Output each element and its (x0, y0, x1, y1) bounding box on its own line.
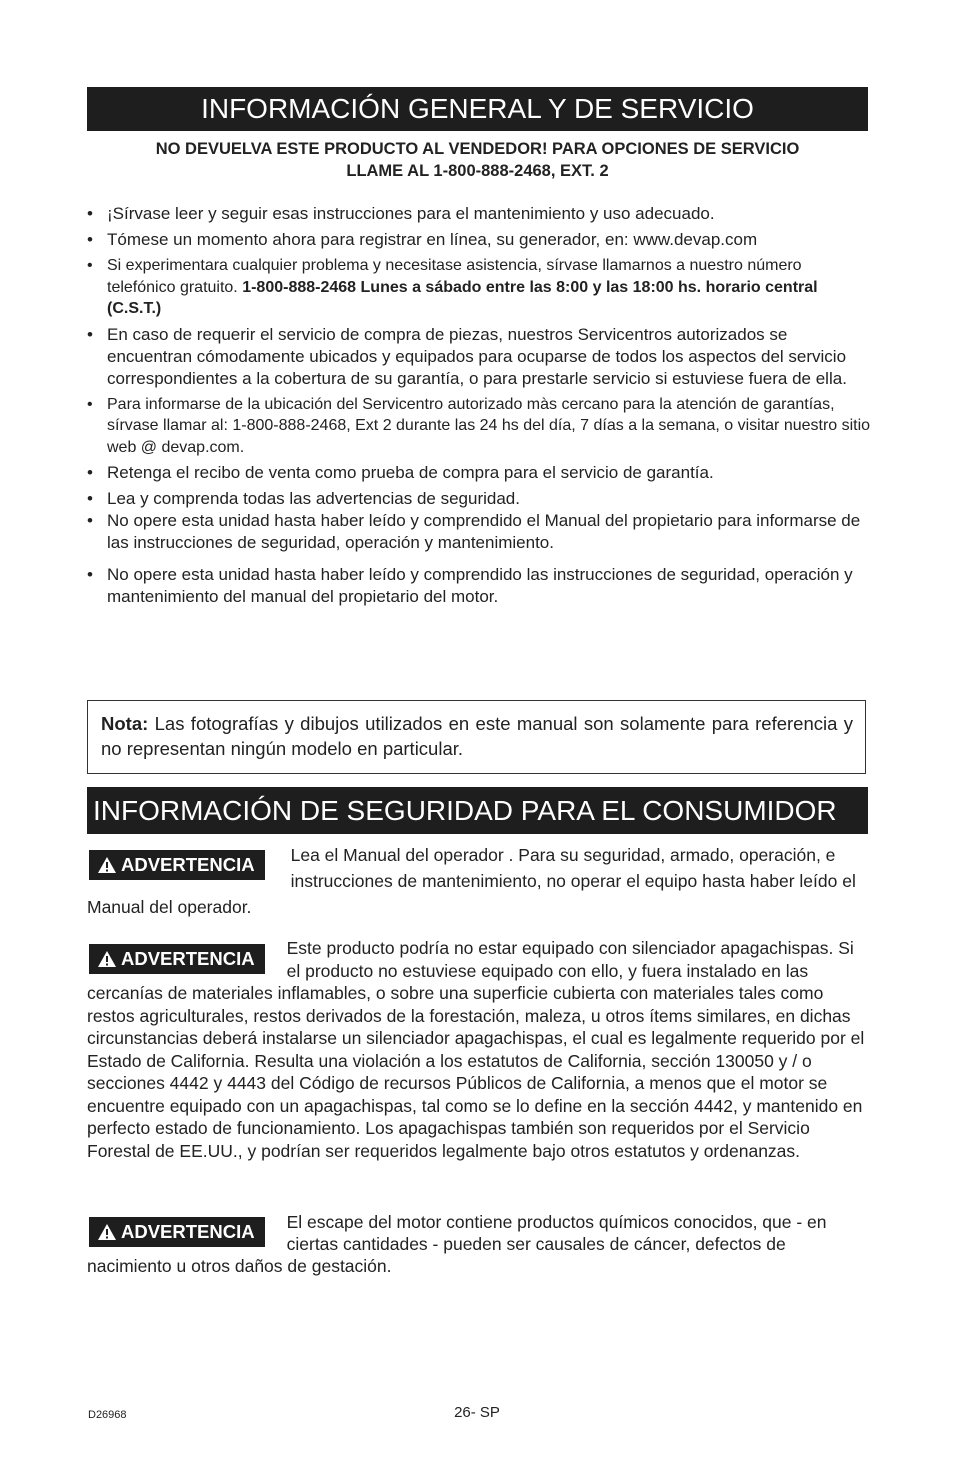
list-item: • Lea y comprenda todas las advertencias de seguridad. (87, 489, 520, 508)
warning-label: ADVERTENCIA (121, 854, 255, 875)
service-info-list (87, 203, 872, 612)
list-item: • Tómese un momento ahora para registrar en línea, su generador, en: www.devap.com (87, 230, 758, 249)
list-item: • No opere esta unidad hasta haber leído y comprendido el Manual del propietario para informarse de las instrucciones de seguridad, operación y mantenimiento. (87, 511, 861, 552)
section-title: INFORMACIÓN GENERAL Y DE SERVICIO (201, 93, 754, 124)
page-number: 26- SP (454, 1404, 500, 1421)
warning-badge (89, 850, 265, 880)
note-text: Las fotografías y dibujos utilizados en este manual son solamente para referencia y no representan ningún modelo en particular. (101, 713, 853, 759)
warning-text: Este producto podría no estar equipado con silenciador apagachispas. Si el producto no estuviese equipado con ello, y fuera instalado en las cercanías de materiales inflamables, o sobre una superficie cubierta con materiales tales como restos agriculturales, restos derivados de la forestación, maleza, u otros ítems similares, en dichas circunstancias deberá instalarse un silenciador apagachispas, el cual es legalmente requerido por el Estado de California. Resulta una violación a los estatutos de California, sección 130050 y / o secciones 4442 y 4443 del Código de recursos Públicos de California, a menos que el motor se encuentre equipado con un apagachispas, tal como se lo define en la sección 4442, y mantenido en perfecto estado de funcionamiento. Los apagachispas también son requeridos por el Servicio Forestal de EE.UU., y podrían ser requeridos legalmente bajo otros estatutos y ordenanzas. (87, 938, 865, 1161)
warning-label: ADVERTENCIA (121, 1221, 255, 1242)
warning-badge (89, 944, 265, 974)
list-item: • Para informarse de la ubicación del Servicentro autorizado màs cercano para la atención de garantías, sírvase llamar al: 1-800-888-2468, Ext 2 durante las 24 hs del día, 7 días a la semana, o visitar nuestro sitio web @ devap.com. (87, 395, 871, 456)
section-title: INFORMACIÓN DE SEGURIDAD PARA EL CONSUMIDOR (93, 795, 837, 826)
note-label: Nota: (101, 713, 149, 734)
note-box (87, 700, 866, 774)
warning-block (87, 1211, 872, 1277)
notice-line: NO DEVUELVA ESTE PRODUCTO AL VENDEDOR! PARA OPCIONES DE SERVICIO (155, 140, 800, 158)
warning-text: Lea el Manual del operador . Para su seguridad, armado, operación, e instrucciones de mantenimiento, no operar el equipo hasta haber leído el Manual del operador. (87, 845, 856, 917)
warning-block (87, 937, 872, 1162)
document-number: D26968 (88, 1409, 127, 1421)
notice-line: LLAME AL 1-800-888-2468, EXT. 2 (346, 162, 609, 180)
section-header-safety (87, 787, 868, 834)
section-header-general (87, 87, 868, 131)
list-item: • Retenga el recibo de venta como prueba de compra para el servicio de garantía. (87, 463, 714, 482)
warning-triangle-icon (97, 1223, 117, 1241)
list-item: • Si experimentara cualquier problema y necesitase asistencia, sírvase llamarnos a nuestro número telefónico gratuito. 1-800-888-2468 Lunes a sábado entre las 8:00 y las 18:00 hs. horario central (C.S.T.) (87, 257, 818, 317)
warning-label: ADVERTENCIA (121, 948, 255, 969)
warning-triangle-icon (97, 950, 117, 968)
warning-triangle-icon (97, 856, 117, 874)
warning-block (87, 842, 872, 920)
list-item: • No opere esta unidad hasta haber leído y comprendido las instrucciones de seguridad, operación y mantenimiento del manual del propietario del motor. (87, 565, 853, 606)
warning-badge (89, 1217, 265, 1247)
list-item: • En caso de requerir el servicio de compra de piezas, nuestros Servicentros autorizados se encuentran cómodamente ubicados y equipados para ocuparse de todos los aspectos del servicio correspondientes a la cobertura de su garantía, o para prestarle servicio si estuviese fuera de ella. (87, 324, 847, 388)
warning-text: El escape del motor contiene productos químicos conocidos, que - en ciertas cantidades - pueden ser causales de cáncer, defectos de nacimiento u otros daños de gestación. (87, 1212, 827, 1276)
return-notice (87, 138, 868, 182)
list-item: • ¡Sírvase leer y seguir esas instrucciones para el mantenimiento y uso adecuado. (87, 204, 715, 223)
